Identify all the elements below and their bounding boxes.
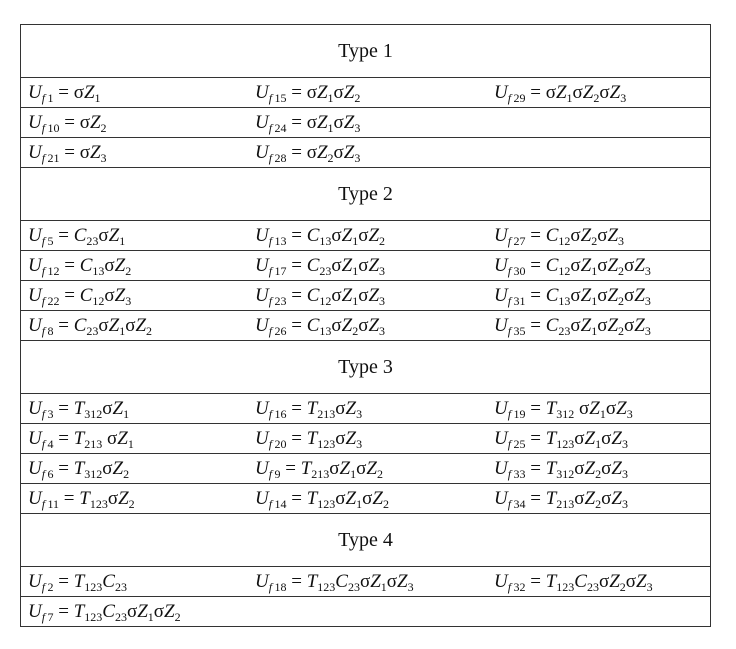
formula-cell: $U_f$ $_{16} = T_{213}\sigma Z_3$ (255, 398, 363, 421)
table-row (21, 281, 710, 311)
formula-cell: $U_f$ $_8 = C_{23}\sigma Z_1\sigma Z_2$ (28, 315, 153, 338)
formula-cell: $U_f$ $_2 = T_{123}C_{23}$ (28, 571, 127, 594)
formula-cell: $U_f$ $_{24} = \sigma Z_1\sigma Z_3$ (255, 112, 361, 135)
table-row (21, 454, 710, 484)
formula-cell: $U_f$ $_7 = T_{123}C_{23}\sigma Z_1\sigma Z_2$ (28, 601, 181, 624)
formula-cell: $U_f$ $_{18} = T_{123}C_{23}\sigma Z_1\sigma Z_3$ (255, 571, 414, 594)
types-table (20, 24, 711, 627)
table-row (21, 108, 710, 138)
formula-cell: $U_f$ $_{30} = C_{12}\sigma Z_1\sigma Z_2\sigma Z_3$ (494, 255, 651, 278)
formula-cell: $U_f$ $_5 = C_{23}\sigma Z_1$ (28, 225, 126, 248)
formula-cell: $U_f$ $_{22} = C_{12}\sigma Z_3$ (28, 285, 132, 308)
formula-cell: $U_f$ $_{19} = T_{312}$ $\sigma Z_1\sigma Z_3$ (494, 398, 633, 421)
table-row (21, 221, 710, 251)
formula-cell: $U_f$ $_1 = \sigma Z_1$ (28, 82, 101, 105)
formula-cell: $U_f$ $_3 = T_{312}\sigma Z_1$ (28, 398, 130, 421)
table-row (21, 251, 710, 281)
formula-cell: $U_f$ $_{23} = C_{12}\sigma Z_1\sigma Z_3$ (255, 285, 386, 308)
formula-cell: $U_f$ $_{31} = C_{13}\sigma Z_1\sigma Z_2\sigma Z_3$ (494, 285, 651, 308)
section-header-type-3: Type 3 (21, 341, 710, 394)
table-row (21, 78, 710, 108)
table-row (21, 484, 710, 514)
formula-cell: $U_f$ $_4 = T_{213}$ $\sigma Z_1$ (28, 428, 134, 451)
formula-cell: $U_f$ $_{33} = T_{312}\sigma Z_2\sigma Z_3$ (494, 458, 628, 481)
formula-cell: $U_f$ $_{17} = C_{23}\sigma Z_1\sigma Z_3$ (255, 255, 386, 278)
formula-cell: $U_f$ $_{28} = \sigma Z_2\sigma Z_3$ (255, 142, 361, 165)
formula-cell: $U_f$ $_{15} = \sigma Z_1\sigma Z_2$ (255, 82, 361, 105)
formula-cell: $U_f$ $_{35} = C_{23}\sigma Z_1\sigma Z_2\sigma Z_3$ (494, 315, 651, 338)
formula-cell: $U_f$ $_6 = T_{312}\sigma Z_2$ (28, 458, 130, 481)
table-row (21, 138, 710, 168)
table-row (21, 567, 710, 597)
formula-cell: $U_f$ $_{14} = T_{123}\sigma Z_1\sigma Z_2$ (255, 488, 389, 511)
section-header-type-4: Type 4 (21, 514, 710, 567)
formula-cell: $U_f$ $_{27} = C_{12}\sigma Z_2\sigma Z_3$ (494, 225, 625, 248)
formula-cell: $U_f$ $_{20} = T_{123}\sigma Z_3$ (255, 428, 363, 451)
formula-cell: $U_f$ $_{10} = \sigma Z_2$ (28, 112, 107, 135)
formula-cell: $U_f$ $_9 = T_{213}\sigma Z_1\sigma Z_2$ (255, 458, 383, 481)
formula-cell: $U_f$ $_{12} = C_{13}\sigma Z_2$ (28, 255, 132, 278)
formula-cell: $U_f$ $_{21} = \sigma Z_3$ (28, 142, 107, 165)
table-row (21, 597, 710, 626)
formula-cell: $U_f$ $_{25} = T_{123}\sigma Z_1\sigma Z_3$ (494, 428, 628, 451)
table-row (21, 311, 710, 341)
table-row (21, 394, 710, 424)
section-header-type-2: Type 2 (21, 168, 710, 221)
section-header-type-1: Type 1 (21, 25, 710, 78)
table-row (21, 424, 710, 454)
formula-cell: $U_f$ $_{26} = C_{13}\sigma Z_2\sigma Z_3$ (255, 315, 386, 338)
formula-cell: $U_f$ $_{11} = T_{123}\sigma Z_2$ (28, 488, 135, 511)
formula-cell: $U_f$ $_{34} = T_{213}\sigma Z_2\sigma Z_3$ (494, 488, 628, 511)
formula-cell: $U_f$ $_{13} = C_{13}\sigma Z_1\sigma Z_2$ (255, 225, 386, 248)
formula-cell: $U_f$ $_{29} = \sigma Z_1\sigma Z_2\sigma Z_3$ (494, 82, 627, 105)
formula-cell: $U_f$ $_{32} = T_{123}C_{23}\sigma Z_2\sigma Z_3$ (494, 571, 653, 594)
